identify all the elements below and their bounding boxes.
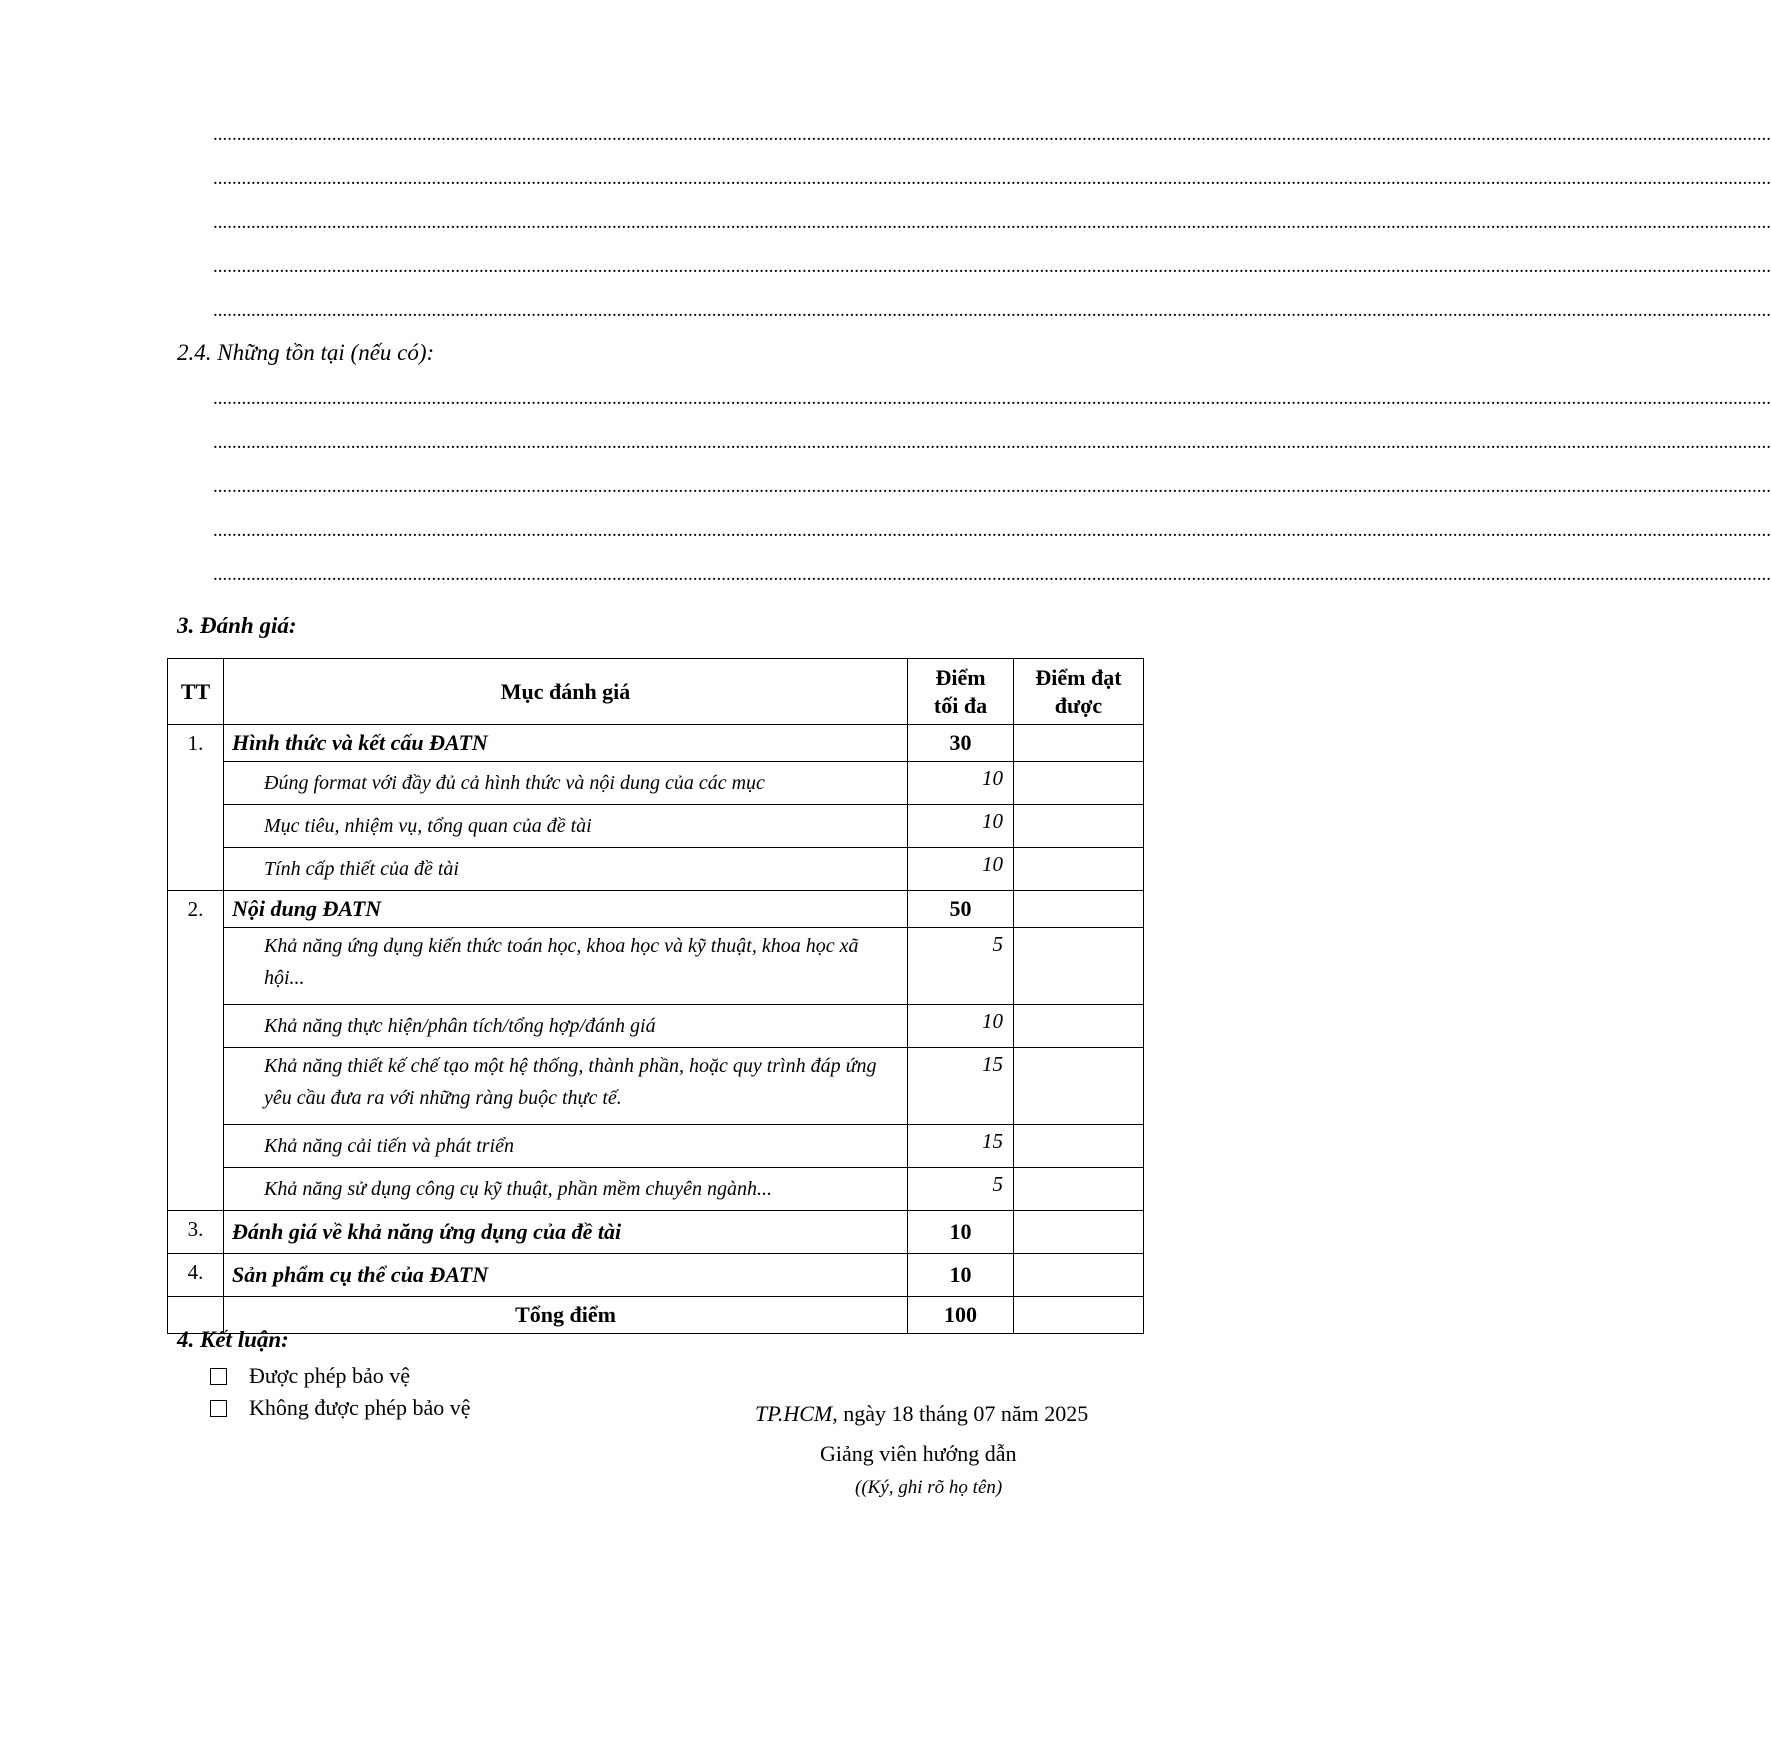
criterion-desc: Tính cấp thiết của đề tài bbox=[224, 848, 908, 891]
score-input-cell[interactable] bbox=[1014, 1125, 1144, 1168]
total-row bbox=[168, 1297, 1144, 1334]
answer-line-2[interactable]: ........................................................................................................................................................................................................................................................................................................................................ bbox=[213, 168, 1771, 189]
group-row-3 bbox=[168, 1211, 1144, 1254]
header-tt: TT bbox=[168, 659, 224, 725]
criterion-row bbox=[168, 762, 1144, 805]
option-allowed[interactable] bbox=[210, 1362, 410, 1390]
group-max-score: 10 bbox=[908, 1211, 1014, 1254]
score-input-cell[interactable] bbox=[1014, 848, 1144, 891]
group-tt: 2. bbox=[168, 891, 224, 1211]
answer-line-9[interactable]: ........................................................................................................................................................................................................................................................................................................................................ bbox=[213, 520, 1771, 541]
criterion-desc: Khả năng thiết kế chế tạo một hệ thống, thành phần, hoặc quy trình đáp ứng yêu cầu đưa ra với những ràng buộc thực tế. bbox=[224, 1048, 908, 1125]
criterion-max-score: 10 bbox=[908, 848, 1014, 891]
section-4-heading: 4. Kết luận: bbox=[177, 1327, 289, 1352]
group-row-1 bbox=[168, 725, 1144, 762]
group-max-score: 30 bbox=[908, 725, 1014, 762]
criterion-max-score: 10 bbox=[908, 1005, 1014, 1048]
group-tt: 3. bbox=[168, 1211, 224, 1254]
total-max-score: 100 bbox=[908, 1297, 1014, 1334]
score-input-cell[interactable] bbox=[1014, 1211, 1144, 1254]
criterion-row bbox=[168, 928, 1144, 1005]
score-input-cell[interactable] bbox=[1014, 762, 1144, 805]
group-row-4 bbox=[168, 1254, 1144, 1297]
answer-line-4[interactable]: ........................................................................................................................................................................................................................................................................................................................................ bbox=[213, 256, 1771, 277]
answer-line-5[interactable]: ........................................................................................................................................................................................................................................................................................................................................ bbox=[213, 300, 1771, 321]
criterion-desc: Mục tiêu, nhiệm vụ, tổng quan của đề tài bbox=[224, 805, 908, 848]
option-label: Không được phép bảo vệ bbox=[249, 1395, 471, 1420]
answer-line-10[interactable]: ........................................................................................................................................................................................................................................................................................................................................ bbox=[213, 564, 1771, 585]
total-label: Tổng điểm bbox=[224, 1297, 908, 1334]
signature-note: ((Ký, ghi rõ họ tên) bbox=[855, 1477, 1003, 1498]
group-title: Đánh giá về khả năng ứng dụng của đề tài bbox=[224, 1211, 908, 1254]
score-input-cell[interactable] bbox=[1014, 1048, 1144, 1125]
criterion-max-score: 15 bbox=[908, 1125, 1014, 1168]
group-title: Sản phẩm cụ thể của ĐATN bbox=[224, 1254, 908, 1297]
criterion-max-score: 10 bbox=[908, 762, 1014, 805]
signer-title: Giảng viên hướng dẫn bbox=[820, 1441, 1017, 1466]
checkbox-icon[interactable] bbox=[210, 1368, 227, 1385]
header-max: Điểm tối đa bbox=[908, 659, 1014, 725]
criterion-row bbox=[168, 1168, 1144, 1211]
answer-line-6[interactable]: ........................................................................................................................................................................................................................................................................................................................................ bbox=[213, 388, 1771, 409]
answer-line-8[interactable]: ........................................................................................................................................................................................................................................................................................................................................ bbox=[213, 476, 1771, 497]
score-input-cell[interactable] bbox=[1014, 1005, 1144, 1048]
group-title: Nội dung ĐATN bbox=[224, 891, 908, 928]
section-2-4-heading: 2.4. Những tồn tại (nếu có): bbox=[177, 340, 435, 365]
date-place: TP.HCM bbox=[755, 1401, 833, 1426]
option-not-allowed[interactable] bbox=[210, 1394, 471, 1422]
table-header-row bbox=[168, 659, 1144, 725]
criterion-desc: Khả năng thực hiện/phân tích/tổng hợp/đánh giá bbox=[224, 1005, 908, 1048]
date-text: , ngày 18 tháng 07 năm 2025 bbox=[832, 1401, 1089, 1426]
criterion-desc: Khả năng ứng dụng kiến thức toán học, khoa học và kỹ thuật, khoa học xã hội... bbox=[224, 928, 908, 1005]
group-tt: 1. bbox=[168, 725, 224, 891]
total-score-input-cell[interactable] bbox=[1014, 1297, 1144, 1334]
answer-line-7[interactable]: ........................................................................................................................................................................................................................................................................................................................................ bbox=[213, 432, 1771, 453]
criterion-row bbox=[168, 1005, 1144, 1048]
group-row-2 bbox=[168, 891, 1144, 928]
section-3-heading: 3. Đánh giá: bbox=[177, 613, 297, 638]
criterion-max-score: 5 bbox=[908, 928, 1014, 1005]
group-max-score: 50 bbox=[908, 891, 1014, 928]
criterion-row bbox=[168, 1125, 1144, 1168]
criterion-max-score: 15 bbox=[908, 1048, 1014, 1125]
score-input-cell[interactable] bbox=[1014, 805, 1144, 848]
criterion-desc: Khả năng cải tiến và phát triển bbox=[224, 1125, 908, 1168]
header-item: Mục đánh giá bbox=[224, 659, 908, 725]
criterion-row bbox=[168, 805, 1144, 848]
criterion-max-score: 5 bbox=[908, 1168, 1014, 1211]
criterion-row bbox=[168, 848, 1144, 891]
score-input-cell[interactable] bbox=[1014, 891, 1144, 928]
score-input-cell[interactable] bbox=[1014, 725, 1144, 762]
score-input-cell[interactable] bbox=[1014, 1254, 1144, 1297]
group-title: Hình thức và kết cấu ĐATN bbox=[224, 725, 908, 762]
answer-line-3[interactable]: ........................................................................................................................................................................................................................................................................................................................................ bbox=[213, 212, 1771, 233]
score-input-cell[interactable] bbox=[1014, 1168, 1144, 1211]
group-tt: 4. bbox=[168, 1254, 224, 1297]
answer-line-1[interactable]: ........................................................................................................................................................................................................................................................................................................................................ bbox=[213, 124, 1771, 145]
date-line bbox=[755, 1400, 1088, 1428]
checkbox-icon[interactable] bbox=[210, 1400, 227, 1417]
criterion-max-score: 10 bbox=[908, 805, 1014, 848]
score-input-cell[interactable] bbox=[1014, 928, 1144, 1005]
header-achieved: Điểm đạt được bbox=[1014, 659, 1144, 725]
criterion-row bbox=[168, 1048, 1144, 1125]
criterion-desc: Khả năng sử dụng công cụ kỹ thuật, phần mềm chuyên ngành... bbox=[224, 1168, 908, 1211]
option-label: Được phép bảo vệ bbox=[249, 1363, 411, 1388]
evaluation-table bbox=[167, 658, 1144, 1334]
criterion-desc: Đúng format với đầy đủ cả hình thức và nội dung của các mục bbox=[224, 762, 908, 805]
group-max-score: 10 bbox=[908, 1254, 1014, 1297]
